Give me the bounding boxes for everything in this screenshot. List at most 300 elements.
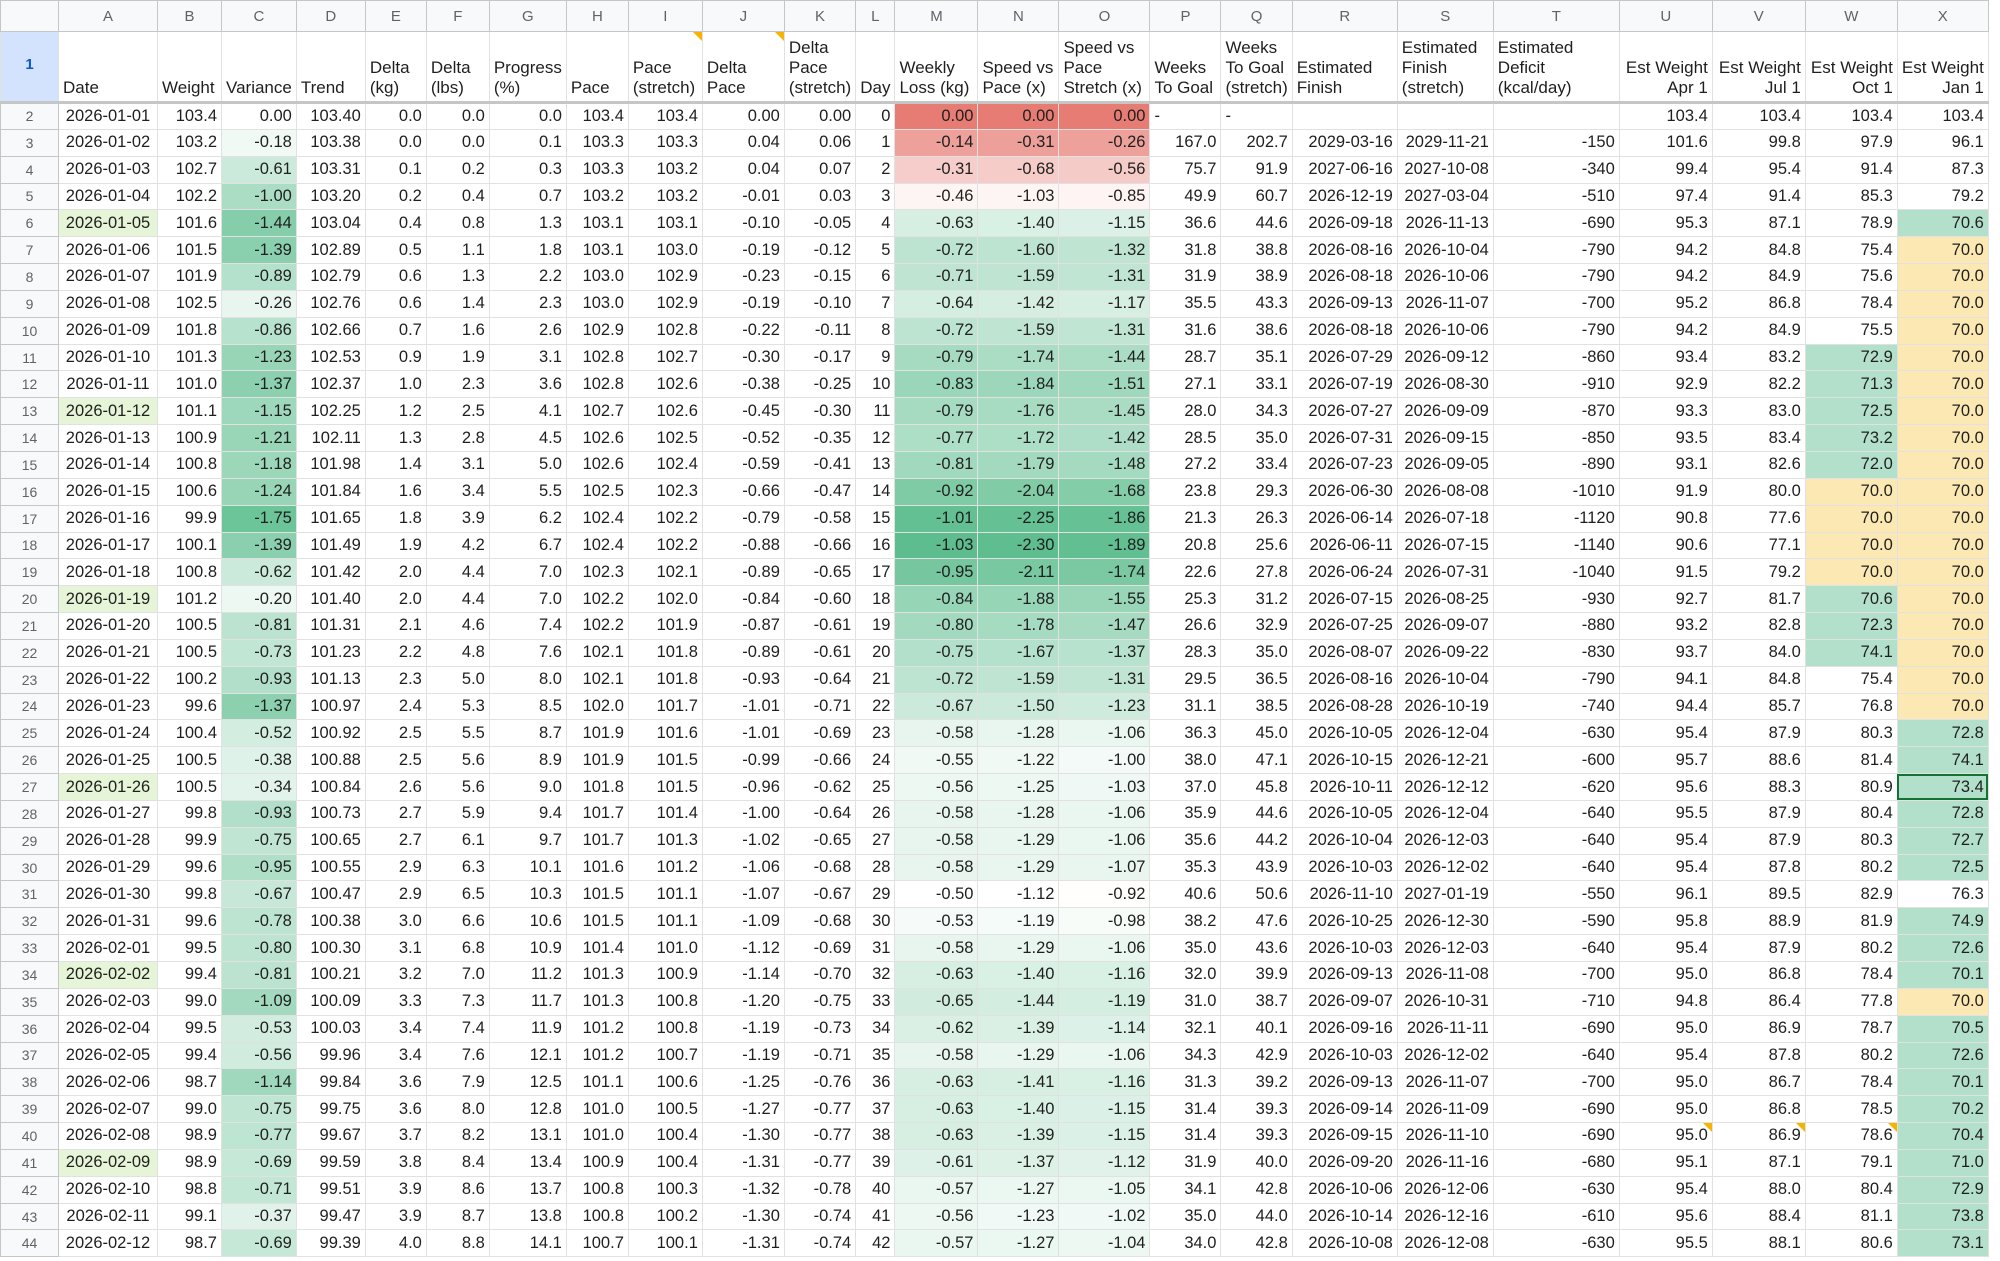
cell-a[interactable]: 2026-01-29 [59,854,158,881]
cell-j[interactable]: -0.22 [702,317,784,344]
cell-c[interactable]: -1.15 [222,398,297,425]
cell-e[interactable]: 2.4 [365,693,426,720]
cell-r[interactable]: 2026-07-23 [1292,451,1397,478]
column-header-l[interactable]: L [856,1,895,32]
cell-q[interactable]: 38.6 [1221,317,1292,344]
cell-w[interactable]: 71.3 [1805,371,1897,398]
cell-c[interactable]: -0.71 [222,1176,297,1203]
cell-w[interactable]: 80.9 [1805,774,1897,801]
cell-f[interactable]: 3.9 [426,505,489,532]
row-number[interactable]: 33 [1,935,59,962]
cell-i[interactable]: 101.7 [628,693,702,720]
cell-j[interactable]: -1.06 [702,854,784,881]
cell-v[interactable]: 88.4 [1712,1203,1805,1230]
cell-m[interactable]: -0.56 [895,1203,978,1230]
cell-t[interactable]: -700 [1493,1069,1619,1096]
cell-v[interactable]: 86.8 [1712,1096,1805,1123]
cell-g[interactable]: 11.9 [489,1015,566,1042]
cell-x[interactable]: 70.0 [1897,317,1988,344]
cell-m[interactable]: -0.67 [895,693,978,720]
cell-o[interactable]: -1.00 [1059,747,1150,774]
cell-c[interactable]: -0.81 [222,962,297,989]
cell-p[interactable]: 28.0 [1150,398,1221,425]
cell-u[interactable]: 103.4 [1619,103,1712,130]
cell-b[interactable]: 103.4 [158,103,222,130]
cell-f[interactable]: 3.1 [426,451,489,478]
cell-e[interactable]: 2.9 [365,881,426,908]
cell-b[interactable]: 100.8 [158,451,222,478]
cell-k[interactable]: -0.12 [784,237,855,264]
cell-n[interactable]: -1.50 [978,693,1059,720]
cell-s[interactable]: 2026-09-09 [1397,398,1493,425]
cell-j[interactable]: -0.93 [702,666,784,693]
cell-d[interactable]: 99.47 [296,1203,365,1230]
cell-e[interactable]: 0.9 [365,344,426,371]
cell-n[interactable]: -1.67 [978,639,1059,666]
cell-c[interactable]: -0.78 [222,908,297,935]
cell-t[interactable]: -640 [1493,935,1619,962]
cell-x[interactable]: 73.1 [1897,1230,1988,1257]
cell-v[interactable]: 87.1 [1712,210,1805,237]
cell-w[interactable]: 79.1 [1805,1149,1897,1176]
cell-j[interactable]: -1.30 [702,1123,784,1150]
cell-w[interactable]: 72.0 [1805,451,1897,478]
cell-a[interactable]: 2026-01-01 [59,103,158,130]
cell-k[interactable]: -0.65 [784,559,855,586]
cell-w[interactable]: 80.2 [1805,935,1897,962]
cell-w[interactable]: 80.6 [1805,1230,1897,1257]
cell-f[interactable]: 5.3 [426,693,489,720]
cell-x[interactable]: 70.0 [1897,478,1988,505]
cell-f[interactable]: 0.2 [426,156,489,183]
cell-b[interactable]: 101.1 [158,398,222,425]
cell-c[interactable]: -1.75 [222,505,297,532]
cell-t[interactable]: -870 [1493,398,1619,425]
cell-o[interactable]: -1.86 [1059,505,1150,532]
cell-l[interactable]: 7 [856,290,895,317]
cell-h[interactable]: 100.8 [566,1176,628,1203]
cell-u[interactable]: 95.5 [1619,1230,1712,1257]
cell-h[interactable]: 103.0 [566,290,628,317]
cell-b[interactable]: 100.1 [158,532,222,559]
cell-t[interactable]: -830 [1493,639,1619,666]
cell-a[interactable]: 2026-01-21 [59,639,158,666]
cell-f[interactable]: 4.2 [426,532,489,559]
cell-h[interactable]: 101.0 [566,1096,628,1123]
cell-v[interactable]: 87.9 [1712,935,1805,962]
cell-k[interactable]: -0.11 [784,317,855,344]
cell-g[interactable]: 4.1 [489,398,566,425]
cell-w[interactable]: 70.0 [1805,532,1897,559]
row-number[interactable]: 6 [1,210,59,237]
cell-w[interactable]: 72.3 [1805,613,1897,640]
cell-j[interactable]: -0.79 [702,505,784,532]
cell-a[interactable]: 2026-01-17 [59,532,158,559]
cell-o[interactable]: -1.03 [1059,774,1150,801]
cell-r[interactable]: 2026-08-07 [1292,639,1397,666]
cell-s[interactable]: 2026-10-31 [1397,988,1493,1015]
cell-f[interactable]: 1.6 [426,317,489,344]
cell-w[interactable]: 70.0 [1805,559,1897,586]
cell-e[interactable]: 0.6 [365,290,426,317]
cell-o[interactable]: -1.06 [1059,720,1150,747]
cell-d[interactable]: 102.89 [296,237,365,264]
cell-k[interactable]: -0.77 [784,1123,855,1150]
cell-p[interactable]: 31.9 [1150,264,1221,291]
header-cell[interactable]: Progress (%) [489,32,566,103]
cell-p[interactable]: 35.6 [1150,827,1221,854]
cell-c[interactable]: -0.73 [222,639,297,666]
header-cell[interactable]: Weight [158,32,222,103]
cell-v[interactable]: 85.7 [1712,693,1805,720]
cell-x[interactable]: 70.0 [1897,586,1988,613]
cell-q[interactable]: 26.3 [1221,505,1292,532]
cell-g[interactable]: 7.0 [489,586,566,613]
cell-o[interactable]: -1.06 [1059,827,1150,854]
cell-p[interactable]: 20.8 [1150,532,1221,559]
cell-j[interactable]: -1.19 [702,1015,784,1042]
cell-t[interactable]: -850 [1493,425,1619,452]
cell-k[interactable]: -0.10 [784,290,855,317]
cell-r[interactable]: 2026-09-13 [1292,290,1397,317]
cell-u[interactable]: 94.8 [1619,988,1712,1015]
row-number[interactable]: 31 [1,881,59,908]
cell-t[interactable]: -710 [1493,988,1619,1015]
cell-n[interactable]: -1.39 [978,1123,1059,1150]
cell-s[interactable]: 2026-12-02 [1397,854,1493,881]
cell-d[interactable]: 101.40 [296,586,365,613]
cell-m[interactable]: -0.46 [895,183,978,210]
cell-m[interactable]: -0.62 [895,1015,978,1042]
cell-w[interactable]: 73.2 [1805,425,1897,452]
row-number[interactable]: 10 [1,317,59,344]
cell-t[interactable]: -880 [1493,613,1619,640]
cell-u[interactable]: 96.1 [1619,881,1712,908]
cell-l[interactable]: 22 [856,693,895,720]
cell-g[interactable]: 7.0 [489,559,566,586]
cell-s[interactable]: 2026-12-08 [1397,1230,1493,1257]
cell-a[interactable]: 2026-01-26 [59,774,158,801]
cell-r[interactable]: 2026-09-13 [1292,962,1397,989]
cell-j[interactable]: -0.23 [702,264,784,291]
cell-w[interactable]: 70.0 [1805,505,1897,532]
cell-p[interactable]: 28.5 [1150,425,1221,452]
cell-f[interactable]: 4.8 [426,639,489,666]
row-number[interactable]: 20 [1,586,59,613]
cell-s[interactable]: 2026-11-07 [1397,1069,1493,1096]
cell-h[interactable]: 101.6 [566,854,628,881]
cell-b[interactable]: 100.6 [158,478,222,505]
cell-s[interactable]: 2026-12-03 [1397,935,1493,962]
cell-b[interactable]: 99.9 [158,827,222,854]
column-header-x[interactable]: X [1897,1,1988,32]
cell-v[interactable]: 88.3 [1712,774,1805,801]
cell-h[interactable]: 101.3 [566,988,628,1015]
cell-q[interactable]: 39.2 [1221,1069,1292,1096]
column-header-j[interactable]: J [702,1,784,32]
cell-f[interactable]: 2.8 [426,425,489,452]
cell-e[interactable]: 2.7 [365,827,426,854]
column-header-d[interactable]: D [296,1,365,32]
cell-c[interactable]: -1.44 [222,210,297,237]
cell-d[interactable]: 102.37 [296,371,365,398]
cell-c[interactable]: -0.53 [222,1015,297,1042]
cell-x[interactable]: 71.0 [1897,1149,1988,1176]
cell-e[interactable]: 2.5 [365,747,426,774]
cell-x[interactable]: 72.8 [1897,800,1988,827]
cell-k[interactable]: -0.25 [784,371,855,398]
cell-o[interactable]: -1.51 [1059,371,1150,398]
cell-n[interactable]: -1.59 [978,264,1059,291]
cell-e[interactable]: 0.5 [365,237,426,264]
cell-f[interactable]: 8.0 [426,1096,489,1123]
row-number[interactable]: 41 [1,1149,59,1176]
cell-b[interactable]: 100.5 [158,639,222,666]
cell-o[interactable]: -1.07 [1059,854,1150,881]
cell-p[interactable]: 32.0 [1150,962,1221,989]
cell-k[interactable]: -0.62 [784,774,855,801]
cell-k[interactable]: -0.61 [784,613,855,640]
cell-x[interactable]: 70.1 [1897,1069,1988,1096]
cell-e[interactable]: 3.7 [365,1123,426,1150]
cell-c[interactable]: -0.93 [222,800,297,827]
cell-h[interactable]: 101.7 [566,800,628,827]
header-cell[interactable]: Est Weight Apr 1 [1619,32,1712,103]
cell-c[interactable]: -1.23 [222,344,297,371]
cell-b[interactable]: 103.2 [158,129,222,156]
cell-c[interactable]: -1.18 [222,451,297,478]
cell-h[interactable]: 101.9 [566,720,628,747]
cell-t[interactable]: -700 [1493,962,1619,989]
cell-r[interactable]: 2026-06-24 [1292,559,1397,586]
cell-p[interactable]: 34.0 [1150,1230,1221,1257]
cell-p[interactable]: 75.7 [1150,156,1221,183]
cell-s[interactable]: 2026-12-16 [1397,1203,1493,1230]
cell-e[interactable]: 2.5 [365,720,426,747]
cell-r[interactable]: 2026-07-31 [1292,425,1397,452]
cell-h[interactable]: 100.7 [566,1230,628,1257]
cell-e[interactable]: 0.6 [365,264,426,291]
row-number[interactable]: 39 [1,1096,59,1123]
cell-g[interactable]: 11.2 [489,962,566,989]
cell-f[interactable]: 3.4 [426,478,489,505]
cell-h[interactable]: 101.8 [566,774,628,801]
cell-l[interactable]: 21 [856,666,895,693]
cell-f[interactable]: 5.9 [426,800,489,827]
cell-j[interactable]: -1.14 [702,962,784,989]
cell-j[interactable]: -0.66 [702,478,784,505]
header-cell[interactable]: Speed vs Pace (x) [978,32,1059,103]
cell-u[interactable]: 95.6 [1619,1203,1712,1230]
cell-x[interactable]: 70.6 [1897,210,1988,237]
cell-o[interactable]: -1.06 [1059,935,1150,962]
cell-x[interactable]: 70.2 [1897,1096,1988,1123]
cell-s[interactable]: 2026-09-07 [1397,613,1493,640]
cell-f[interactable]: 2.3 [426,371,489,398]
cell-m[interactable]: -0.65 [895,988,978,1015]
cell-d[interactable]: 102.11 [296,425,365,452]
cell-n[interactable]: -2.04 [978,478,1059,505]
cell-e[interactable]: 3.1 [365,935,426,962]
cell-i[interactable]: 100.8 [628,988,702,1015]
cell-e[interactable]: 3.9 [365,1176,426,1203]
cell-p[interactable]: 31.0 [1150,988,1221,1015]
cell-l[interactable]: 38 [856,1123,895,1150]
cell-k[interactable]: -0.66 [784,747,855,774]
cell-o[interactable]: -1.42 [1059,425,1150,452]
cell-v[interactable]: 86.9 [1712,1123,1805,1150]
cell-o[interactable]: -1.02 [1059,1203,1150,1230]
cell-v[interactable]: 88.6 [1712,747,1805,774]
cell-r[interactable]: 2026-10-15 [1292,747,1397,774]
cell-t[interactable]: -700 [1493,290,1619,317]
cell-r[interactable]: 2026-09-16 [1292,1015,1397,1042]
cell-e[interactable]: 3.9 [365,1203,426,1230]
cell-s[interactable]: 2026-12-06 [1397,1176,1493,1203]
cell-q[interactable]: 34.3 [1221,398,1292,425]
cell-h[interactable]: 102.4 [566,505,628,532]
cell-l[interactable]: 28 [856,854,895,881]
row-number[interactable]: 36 [1,1015,59,1042]
cell-q[interactable]: 40.1 [1221,1015,1292,1042]
cell-s[interactable]: 2027-10-08 [1397,156,1493,183]
cell-e[interactable]: 1.6 [365,478,426,505]
header-cell[interactable]: Pace (stretch) [628,32,702,103]
cell-r[interactable]: 2026-10-14 [1292,1203,1397,1230]
cell-s[interactable]: 2026-08-08 [1397,478,1493,505]
cell-k[interactable]: -0.15 [784,264,855,291]
cell-t[interactable]: -790 [1493,237,1619,264]
cell-l[interactable]: 6 [856,264,895,291]
cell-x[interactable]: 70.0 [1897,639,1988,666]
cell-o[interactable]: 0.00 [1059,103,1150,130]
row-number[interactable]: 18 [1,532,59,559]
cell-e[interactable]: 2.2 [365,639,426,666]
row-number[interactable]: 32 [1,908,59,935]
cell-n[interactable]: -1.28 [978,800,1059,827]
cell-n[interactable]: -1.19 [978,908,1059,935]
cell-u[interactable]: 94.2 [1619,317,1712,344]
cell-j[interactable]: -0.19 [702,237,784,264]
cell-p[interactable]: 22.6 [1150,559,1221,586]
cell-v[interactable]: 81.7 [1712,586,1805,613]
cell-v[interactable]: 103.4 [1712,103,1805,130]
cell-l[interactable]: 4 [856,210,895,237]
cell-l[interactable]: 42 [856,1230,895,1257]
cell-n[interactable]: -1.84 [978,371,1059,398]
cell-d[interactable]: 100.92 [296,720,365,747]
cell-p[interactable]: 35.5 [1150,290,1221,317]
cell-x[interactable]: 70.4 [1897,1123,1988,1150]
cell-g[interactable]: 5.5 [489,478,566,505]
cell-t[interactable]: -1010 [1493,478,1619,505]
cell-v[interactable]: 84.8 [1712,666,1805,693]
cell-t[interactable]: -790 [1493,666,1619,693]
cell-b[interactable]: 99.6 [158,854,222,881]
cell-e[interactable]: 2.3 [365,666,426,693]
cell-t[interactable]: -890 [1493,451,1619,478]
cell-c[interactable]: 0.00 [222,103,297,130]
cell-g[interactable]: 8.9 [489,747,566,774]
cell-f[interactable]: 8.8 [426,1230,489,1257]
cell-p[interactable]: 31.4 [1150,1123,1221,1150]
cell-h[interactable]: 102.3 [566,559,628,586]
cell-e[interactable]: 0.2 [365,183,426,210]
cell-x[interactable]: 72.6 [1897,935,1988,962]
cell-j[interactable]: -0.01 [702,183,784,210]
cell-t[interactable]: -630 [1493,720,1619,747]
cell-g[interactable]: 8.5 [489,693,566,720]
header-cell[interactable]: Estimated Finish [1292,32,1397,103]
cell-n[interactable]: -1.78 [978,613,1059,640]
cell-l[interactable]: 34 [856,1015,895,1042]
cell-b[interactable]: 98.8 [158,1176,222,1203]
cell-u[interactable]: 94.2 [1619,264,1712,291]
cell-h[interactable]: 101.5 [566,881,628,908]
cell-e[interactable]: 0.7 [365,317,426,344]
cell-l[interactable]: 27 [856,827,895,854]
cell-i[interactable]: 103.2 [628,156,702,183]
cell-v[interactable]: 83.4 [1712,425,1805,452]
cell-n[interactable]: -1.03 [978,183,1059,210]
cell-g[interactable]: 12.8 [489,1096,566,1123]
cell-l[interactable]: 39 [856,1149,895,1176]
cell-m[interactable]: -0.56 [895,774,978,801]
cell-a[interactable]: 2026-01-25 [59,747,158,774]
cell-k[interactable]: 0.03 [784,183,855,210]
cell-u[interactable]: 93.4 [1619,344,1712,371]
cell-s[interactable]: 2026-12-04 [1397,800,1493,827]
cell-n[interactable]: -2.30 [978,532,1059,559]
cell-s[interactable]: 2026-10-19 [1397,693,1493,720]
cell-l[interactable]: 14 [856,478,895,505]
cell-x[interactable]: 70.0 [1897,237,1988,264]
cell-a[interactable]: 2026-02-11 [59,1203,158,1230]
cell-d[interactable]: 102.66 [296,317,365,344]
cell-q[interactable]: 39.3 [1221,1123,1292,1150]
cell-o[interactable]: -1.23 [1059,693,1150,720]
cell-f[interactable]: 1.9 [426,344,489,371]
cell-m[interactable]: -0.72 [895,237,978,264]
cell-g[interactable]: 0.3 [489,156,566,183]
cell-i[interactable]: 102.5 [628,425,702,452]
cell-p[interactable]: 27.1 [1150,371,1221,398]
cell-s[interactable]: 2026-12-04 [1397,720,1493,747]
cell-s[interactable]: 2026-11-10 [1397,1123,1493,1150]
cell-i[interactable]: 101.1 [628,881,702,908]
row-number[interactable]: 35 [1,988,59,1015]
cell-e[interactable]: 3.0 [365,908,426,935]
cell-e[interactable]: 2.6 [365,774,426,801]
cell-v[interactable]: 88.0 [1712,1176,1805,1203]
cell-u[interactable]: 93.1 [1619,451,1712,478]
cell-h[interactable]: 103.3 [566,156,628,183]
cell-n[interactable]: 0.00 [978,103,1059,130]
cell-t[interactable]: -600 [1493,747,1619,774]
cell-m[interactable]: -0.58 [895,827,978,854]
cell-q[interactable]: 35.1 [1221,344,1292,371]
cell-g[interactable]: 9.0 [489,774,566,801]
cell-x[interactable]: 70.0 [1897,613,1988,640]
cell-o[interactable]: -1.31 [1059,666,1150,693]
column-header-v[interactable]: V [1712,1,1805,32]
cell-m[interactable]: -0.81 [895,451,978,478]
cell-j[interactable]: -0.10 [702,210,784,237]
cell-c[interactable]: -0.18 [222,129,297,156]
cell-l[interactable]: 19 [856,613,895,640]
cell-l[interactable]: 37 [856,1096,895,1123]
cell-u[interactable]: 95.2 [1619,290,1712,317]
